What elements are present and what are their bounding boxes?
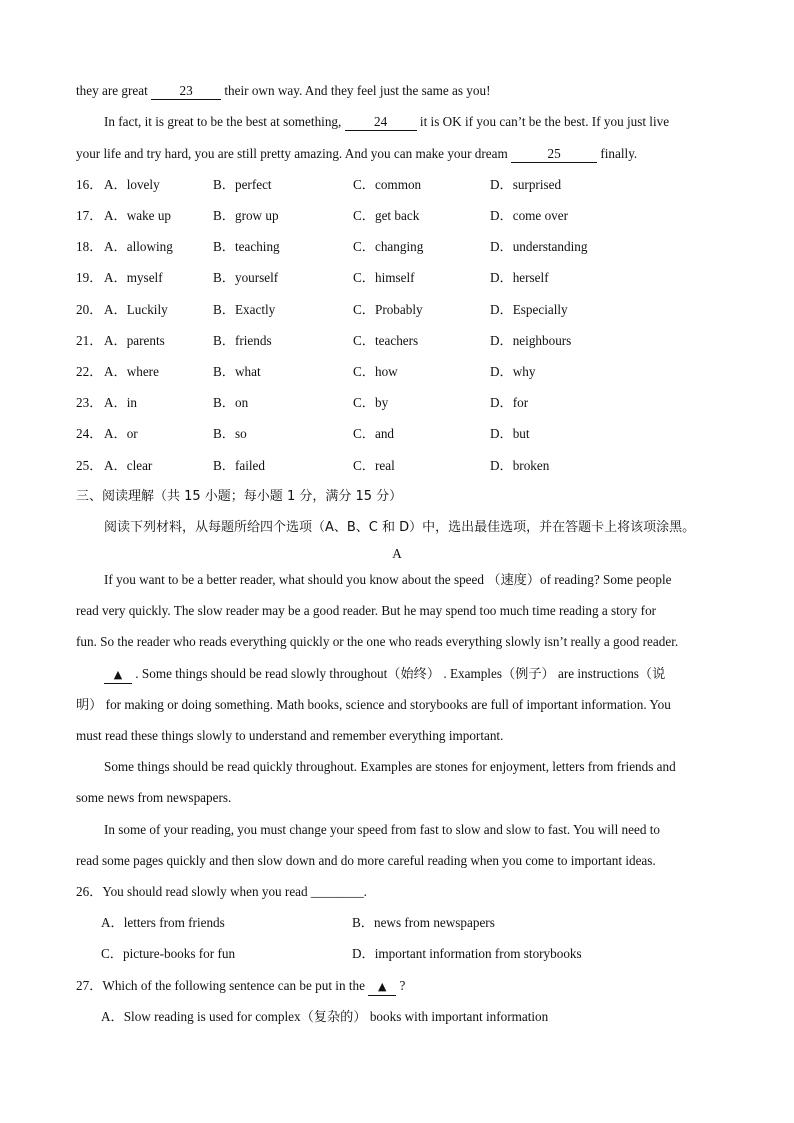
option-c[interactable]: C．common [353, 177, 422, 192]
question-number: 25． [76, 458, 103, 473]
option-c[interactable]: C．Probably [353, 302, 423, 317]
option-c[interactable]: C．and [353, 426, 395, 441]
triangle-blank-marker: ▲ [368, 979, 396, 996]
passage-a-line [104, 665, 718, 684]
text-run: 27．Which of the following sentence can be put in the [76, 978, 369, 993]
question-26-options-row-1 [76, 914, 726, 932]
triangle-blank-marker: ▲ [104, 667, 132, 684]
text-run: . Some things should be read slowly throughout（始终） . Examples（例子） are instructions（说 [135, 666, 666, 681]
question-27-options-row-1 [76, 1008, 726, 1026]
text-run: In fact, it is great to be the best at something, [104, 114, 345, 129]
option-row-24 [76, 425, 726, 443]
option-row-19 [76, 269, 726, 287]
text-run: finally. [600, 146, 638, 161]
text-run: your life and try hard, you are still pretty amazing. And you can make your dream [76, 146, 512, 161]
option-row-22 [76, 363, 726, 381]
option-b[interactable]: B．Exactly [213, 302, 276, 317]
option-a[interactable]: A．myself [104, 270, 163, 285]
question-number: 19． [76, 270, 103, 285]
question-number: 20． [76, 302, 103, 317]
passage-a-line: In some of your reading, you must change your speed from fast to slow and slow to fast. You will need to [104, 822, 660, 837]
question-number: 18． [76, 239, 103, 254]
option-c[interactable]: C．himself [353, 270, 415, 285]
question-26-stem: 26．You should read slowly when you read ________. [76, 884, 367, 899]
question-number: 17． [76, 208, 103, 223]
option-row-25 [76, 457, 726, 475]
option-b[interactable]: B．teaching [213, 239, 280, 254]
question-number: 21． [76, 333, 103, 348]
text-run: ? [399, 978, 406, 993]
option-b[interactable]: B．yourself [213, 270, 279, 285]
option-row-17 [76, 207, 726, 225]
option-c[interactable]: C．how [353, 364, 398, 379]
option-row-18 [76, 238, 726, 256]
option-d[interactable]: D．for [490, 395, 529, 410]
option-a[interactable]: A．Slow reading is used for complex（复杂的） books with important information [101, 1009, 549, 1024]
option-d[interactable]: D．neighbours [490, 333, 572, 348]
option-b[interactable]: B．so [213, 426, 247, 441]
option-b[interactable]: B．perfect [213, 177, 272, 192]
option-row-21 [76, 332, 726, 350]
option-d[interactable]: D．Especially [490, 302, 568, 317]
option-d[interactable]: D．but [490, 426, 530, 441]
question-number: 24． [76, 426, 103, 441]
option-d[interactable]: D．come over [490, 208, 568, 223]
question-27-stem [76, 977, 718, 996]
passage-a-line: must read these things slowly to understand and remember everything important. [76, 728, 504, 743]
option-b[interactable]: B．grow up [213, 208, 279, 223]
option-row-20 [76, 301, 726, 319]
option-c[interactable]: C．picture-books for fun [101, 946, 236, 961]
passage-a-line: read some pages quickly and then slow down and do more careful reading when you come to important ideas. [76, 853, 656, 868]
option-c[interactable]: C．changing [353, 239, 424, 254]
option-d[interactable]: D．important information from storybooks [352, 946, 582, 961]
option-a[interactable]: A．lovely [104, 177, 160, 192]
option-a[interactable]: A．Luckily [104, 302, 168, 317]
question-26-options-row-2 [76, 945, 726, 963]
option-a[interactable]: A．wake up [104, 208, 172, 223]
question-number: 22． [76, 364, 103, 379]
option-b[interactable]: B．failed [213, 458, 266, 473]
option-c[interactable]: C．teachers [353, 333, 419, 348]
passage-line-2 [104, 113, 718, 131]
option-a[interactable]: A．parents [104, 333, 165, 348]
option-d[interactable]: D．broken [490, 458, 550, 473]
text-run: they are great [76, 83, 152, 98]
option-a[interactable]: A．letters from friends [101, 915, 225, 930]
option-d[interactable]: D．why [490, 364, 536, 379]
option-c[interactable]: C．real [353, 458, 395, 473]
passage-a-line: 明） for making or doing something. Math books, science and storybooks are full of important information. You [76, 697, 671, 712]
option-b[interactable]: B．friends [213, 333, 272, 348]
passage-a-line: Some things should be read quickly throughout. Examples are stones for enjoyment, letters from friends and [104, 759, 676, 774]
passage-a-line: fun. So the reader who reads everything quickly or the one who reads everything slowly isn’t really a good reader. [76, 634, 679, 649]
option-a[interactable]: A．allowing [104, 239, 173, 254]
passage-label: A [392, 546, 402, 561]
text-run: their own way. And they feel just the same as you! [224, 83, 491, 98]
option-d[interactable]: D．understanding [490, 239, 588, 254]
passage-a-line: read very quickly. The slow reader may be a good reader. But he may spend too much time reading a story for [76, 603, 657, 618]
passage-line-3 [76, 145, 718, 163]
option-d[interactable]: D．surprised [490, 177, 562, 192]
option-b[interactable]: B．what [213, 364, 261, 379]
option-a[interactable]: A．in [104, 395, 137, 410]
question-number: 23． [76, 395, 103, 410]
option-row-23 [76, 394, 726, 412]
option-b[interactable]: B．on [213, 395, 249, 410]
blank-23: 23 [151, 83, 221, 100]
passage-a-line: If you want to be a better reader, what should you know about the speed （速度）of reading? Some people [104, 572, 672, 587]
option-row-16 [76, 176, 726, 194]
option-a[interactable]: A．or [104, 426, 138, 441]
text-run: it is OK if you can’t be the best. If you just live [419, 114, 670, 129]
section-heading: 三、阅读理解（共 15 小题；每小题 1 分，满分 15 分） [76, 489, 403, 504]
option-c[interactable]: C．get back [353, 208, 420, 223]
blank-25: 25 [511, 146, 597, 163]
option-d[interactable]: D．herself [490, 270, 549, 285]
option-c[interactable]: C．by [353, 395, 389, 410]
question-number: 16． [76, 177, 103, 192]
blank-24: 24 [345, 114, 417, 131]
option-a[interactable]: A．where [104, 364, 159, 379]
section-instruction: 阅读下列材料，从每题所给四个选项（A、B、C 和 D）中，选出最佳选项，并在答题卡上将该项涂黑。 [104, 520, 696, 535]
passage-line-1 [76, 82, 718, 100]
option-b[interactable]: B．news from newspapers [352, 915, 495, 930]
option-a[interactable]: A．clear [104, 458, 153, 473]
passage-a-line: some news from newspapers. [76, 790, 232, 805]
